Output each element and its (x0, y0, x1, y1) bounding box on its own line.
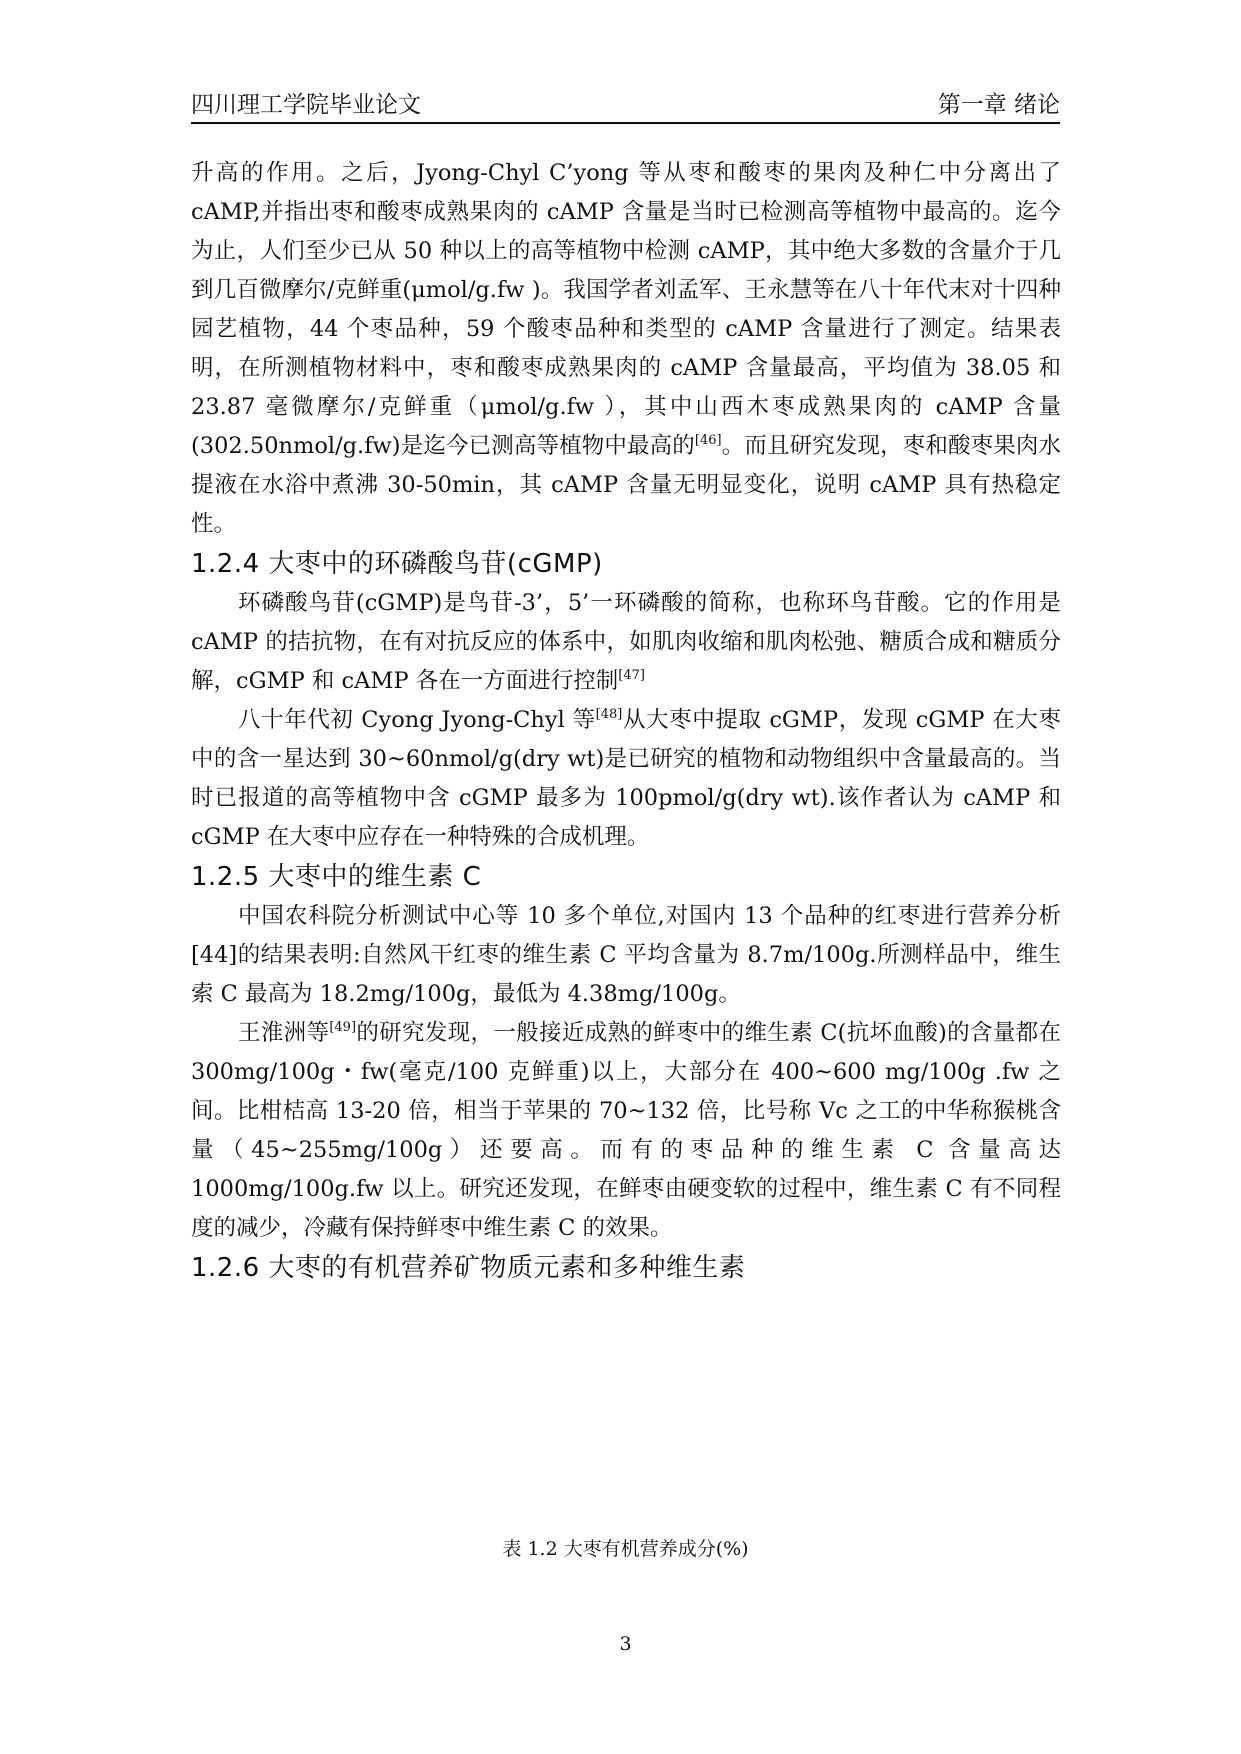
paragraph-text: 的研究发现，一般接近成熟的鲜枣中的维生素 C(抗坏血酸)的含量都在 300mg/100g・fw(毫克/100 克鲜重)以上，大部分在 400~600 mg/100g .fw 之间。比柑桔高 13-20 倍，相当于苹果的 70~132 倍，比号称 Vc 之工的中华称猴桃含量（45~255mg/100g）还要高。而有的枣品种的维生素 C 含量高达 1000mg/100g.fw 以上。研究还发现，在鲜枣由硬变软的过程中，维生素 C 有不同程度的减少，冷藏有保持鲜枣中维生素 C 的效果。 (191, 1020, 1061, 1241)
header-chapter-title: 第一章 绪论 (937, 92, 1060, 118)
paragraph-text: 王淮洲等 (238, 1020, 330, 1046)
paragraph-text: 升高的作用。之后，Jyong-Chyl C’yong 等从枣和酸枣的果肉及种仁中分离出了cAMP,并指出枣和酸枣成熟果肉的 cAMP 含量是当时已检测高等植物中最高的。迄今为止，人们至少已从 50 种以上的高等植物中检测 cAMP，其中绝大多数的含量介于几到几百微摩尔/克鲜重(μmol/g.fw )。我国学者刘孟军、王永慧等在八十年代末对十四种园艺植物，44 个枣品种，59 个酸枣品种和类型的 cAMP 含量进行了测定。结果表明，在所测植物材料中，枣和酸枣成熟果肉的 cAMP 含量最高，平均值为 38.05 和 23.87 毫微摩尔/克鲜重（μmol/g.fw ），其中山西木枣成熟果肉的 cAMP 含量(302.50nmol/g.fw)是迄今已测高等植物中最高的 (191, 160, 1061, 459)
paragraph-text: 八十年代初 Cyong Jyong-Chyl 等 (238, 707, 596, 733)
section-heading-1-2-5: 1.2.5 大枣中的维生素 C (191, 862, 482, 892)
page-number: 3 (619, 1633, 632, 1655)
citation-47: [47] (618, 668, 645, 683)
running-header (191, 88, 1060, 122)
paragraph-vitamin-c-analysis (191, 897, 1061, 1014)
paragraph-text: 从大枣中提取 cGMP，发现 cGMP 在大枣中的含一星达到 30~60nmol/g(dry wt)是已研究的植物和动物组织中含量最高的。当时已报道的高等植物中含 cGMP 最多为 100pmol/g(dry wt).该作者认为 cAMP 和 cGMP 在大枣中应存在一种特殊的合成机理。 (191, 707, 1061, 850)
paragraph-cgmp-definition (191, 584, 1061, 701)
paragraph-cgmp-content (191, 701, 1061, 857)
table-caption: 表 1.2 大枣有机营养成分(%) (502, 1538, 749, 1560)
paragraph-text: 。而且研究发现，枣和酸枣果肉水提液在水浴中煮沸 30-50min，其 cAMP 含量无明显变化，说明 cAMP 具有热稳定性。 (191, 433, 1061, 537)
header-thesis-title: 四川理工学院毕业论文 (191, 92, 421, 118)
citation-48: [48] (595, 707, 623, 722)
citation-49: [49] (329, 1020, 357, 1035)
paragraph-camp-continued (191, 154, 1061, 544)
paragraph-text: 中国农科院分析测试中心等 10 多个单位,对国内 13 个品种的红枣进行营养分析[44]的结果表明:自然风干红枣的维生素 C 平均含量为 8.7m/100g.所测样品中，维生索 C 最高为 18.2mg/100g，最低为 4.38mg/100g。 (191, 903, 1061, 1007)
paragraph-vitamin-c-fresh (191, 1014, 1061, 1248)
section-heading-1-2-6: 1.2.6 大枣的有机营养矿物质元素和多种维生素 (191, 1253, 746, 1283)
section-heading-1-2-4: 1.2.4 大枣中的环磷酸鸟苷(cGMP) (191, 549, 603, 579)
body-text (191, 154, 1061, 1288)
header-divider (191, 122, 1060, 124)
paragraph-text: 环磷酸鸟苷(cGMP)是鸟苷-3’，5’一环磷酸的简称，也称环鸟苷酸。它的作用是 cAMP 的拮抗物，在有对抗反应的体系中，如肌肉收缩和肌肉松弛、糖质合成和糖质分解，cGMP 和 cAMP 各在一方面进行控制 (191, 590, 1061, 694)
citation-46: [46] (694, 433, 722, 448)
